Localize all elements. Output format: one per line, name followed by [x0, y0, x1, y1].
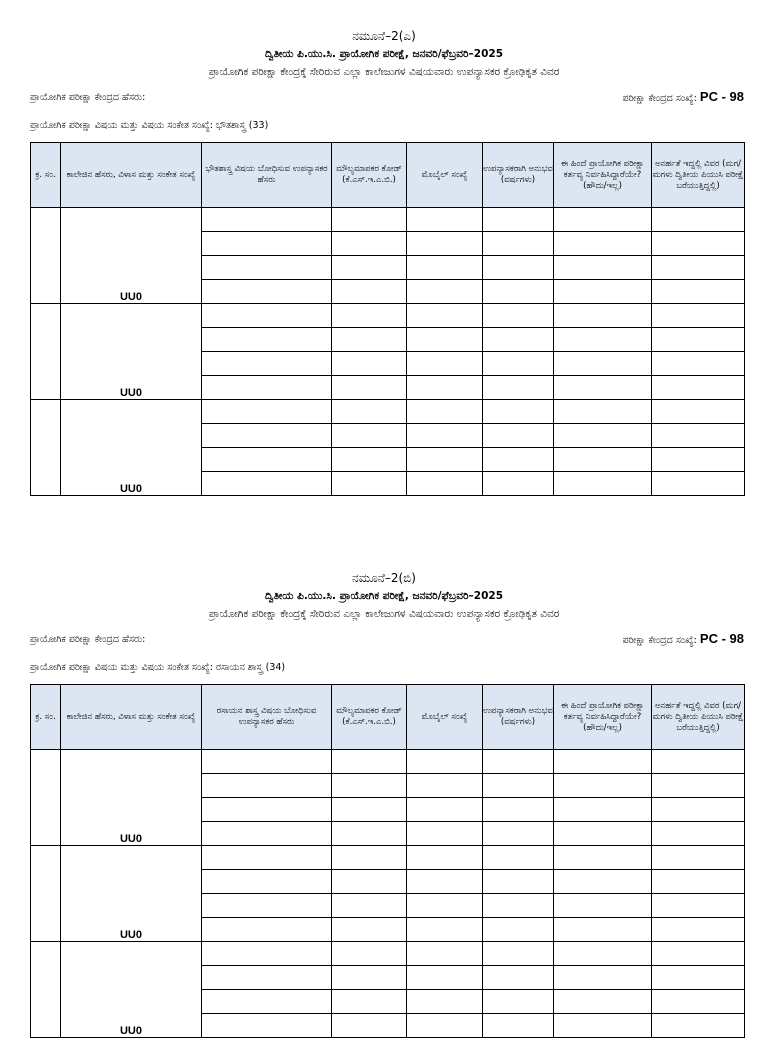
serial-cell[interactable]	[31, 400, 61, 496]
entry-cell[interactable]	[483, 942, 554, 966]
entry-cell[interactable]	[483, 798, 554, 822]
column-header: ಈ ಹಿಂದೆ ಪ್ರಾಯೋಗಿಕ ಪರೀಕ್ಷಾ ಕರ್ತವ್ಯ ನಿರ್ವಹಿಸಿದ್ದಾರೆಯೇ? (ಹೌದು/ಇಲ್ಲ)	[554, 685, 652, 750]
entry-cell[interactable]	[407, 798, 483, 822]
entry-cell[interactable]	[652, 208, 745, 232]
column-header: ಭೌತಶಾಸ್ತ್ರ ವಿಷಯ ಬೋಧಿಸುವ ಉಪನ್ಯಾಸಕರ ಹೆಸರು	[202, 143, 332, 208]
entry-cell[interactable]	[332, 208, 407, 232]
serial-cell[interactable]	[31, 208, 61, 304]
table-header-row	[31, 685, 745, 750]
entry-cell[interactable]	[483, 376, 554, 400]
entry-cell[interactable]	[554, 472, 652, 496]
entry-cell[interactable]	[554, 352, 652, 376]
entry-cell[interactable]	[483, 232, 554, 256]
form-heading: ಪ್ರಾಯೋಗಿಕ ಪರೀಕ್ಷಾ ಕೇಂದ್ರಕ್ಕೆ ಸೇರಿರುವ ಎಲ್ಲಾ ಕಾಲೇಜುಗಳ ವಿಷಯವಾರು ಉಪನ್ಯಾಸಕರ ಕ್ರೋಢಿಕೃತ ವಿವರ	[208, 608, 560, 620]
entry-cell[interactable]	[652, 870, 745, 894]
entry-cell[interactable]	[483, 966, 554, 990]
entry-cell[interactable]	[554, 208, 652, 232]
entry-cell[interactable]	[554, 304, 652, 328]
entry-cell[interactable]	[652, 232, 745, 256]
entry-cell[interactable]	[202, 1014, 332, 1038]
entry-cell[interactable]	[554, 846, 652, 870]
entry-cell[interactable]	[554, 376, 652, 400]
entry-cell[interactable]	[332, 846, 407, 870]
entry-cell[interactable]	[652, 472, 745, 496]
entry-cell[interactable]	[202, 966, 332, 990]
college-cell[interactable]: UU0	[61, 400, 202, 496]
entry-cell[interactable]	[202, 870, 332, 894]
entry-cell[interactable]	[407, 870, 483, 894]
column-header: ಮೊಬೈಲ್ ಸಂಖ್ಯೆ	[407, 143, 483, 208]
form-title: ನಮೂನೆ–2(ಬಿ)	[352, 571, 416, 585]
entry-cell[interactable]	[554, 750, 652, 774]
entry-cell[interactable]	[554, 894, 652, 918]
entry-cell[interactable]	[652, 798, 745, 822]
column-header: ಕ್ರ. ಸಂ.	[31, 143, 61, 208]
serial-cell[interactable]	[31, 846, 61, 942]
entry-cell[interactable]	[554, 256, 652, 280]
entry-cell[interactable]	[332, 376, 407, 400]
entry-cell[interactable]	[554, 966, 652, 990]
column-header: ಅನರ್ಹತೆ ಇದ್ದಲ್ಲಿ ವಿವರ (ಮಗ/ಮಗಳು ದ್ವಿತೀಯ ಪಿಯುಸಿ ಪರೀಕ್ಷೆ ಬರೆಯುತ್ತಿದ್ದಲ್ಲಿ)	[652, 685, 745, 750]
centre-name-label: ಪ್ರಾಯೋಗಿಕ ಪರೀಕ್ಷಾ ಕೇಂದ್ರದ ಹೆಸರು:	[30, 92, 146, 103]
entry-cell[interactable]	[407, 942, 483, 966]
entry-cell[interactable]	[483, 400, 554, 424]
college-cell[interactable]: UU0	[61, 750, 202, 846]
entry-cell[interactable]	[407, 846, 483, 870]
entry-cell[interactable]	[407, 424, 483, 448]
entry-cell[interactable]	[332, 328, 407, 352]
centre-row	[30, 631, 744, 646]
entry-cell[interactable]	[332, 448, 407, 472]
entry-cell[interactable]	[332, 1014, 407, 1038]
entry-cell[interactable]	[332, 280, 407, 304]
entry-cell[interactable]	[483, 774, 554, 798]
table-row	[31, 942, 745, 966]
entry-cell[interactable]	[652, 280, 745, 304]
entry-cell[interactable]	[483, 352, 554, 376]
centre-number	[623, 89, 744, 104]
entry-cell[interactable]	[652, 400, 745, 424]
entry-cell[interactable]	[332, 894, 407, 918]
entry-cell[interactable]	[202, 472, 332, 496]
entry-cell[interactable]	[332, 774, 407, 798]
entry-cell[interactable]	[202, 352, 332, 376]
entry-cell[interactable]	[483, 822, 554, 846]
column-header: ಉಪನ್ಯಾಸಕರಾಗಿ ಅನುಭವ (ವರ್ಷಗಳು)	[483, 685, 554, 750]
entry-cell[interactable]	[202, 774, 332, 798]
entry-cell[interactable]	[652, 328, 745, 352]
column-header: ಉಪನ್ಯಾಸಕರಾಗಿ ಅನುಭವ (ವರ್ಷಗಳು)	[483, 143, 554, 208]
lecturer-table	[30, 142, 745, 496]
entry-cell[interactable]	[407, 256, 483, 280]
entry-cell[interactable]	[407, 400, 483, 424]
entry-cell[interactable]	[652, 822, 745, 846]
entry-cell[interactable]	[483, 870, 554, 894]
serial-cell[interactable]	[31, 304, 61, 400]
entry-cell[interactable]	[407, 280, 483, 304]
entry-cell[interactable]	[554, 1014, 652, 1038]
entry-cell[interactable]	[483, 256, 554, 280]
entry-cell[interactable]	[202, 208, 332, 232]
entry-cell[interactable]	[652, 376, 745, 400]
entry-cell[interactable]	[652, 352, 745, 376]
column-header: ಮೌಲ್ಯಮಾಪಕರ ಕೋಡ್ (ಕೆ.ಎಸ್.ಇ.ಎ.ಬಿ.)	[332, 143, 407, 208]
entry-cell[interactable]	[483, 208, 554, 232]
column-header: ಕಾಲೇಜಿನ ಹೆಸರು, ವಿಳಾಸ ಮತ್ತು ಸಂಕೇತ ಸಂಖ್ಯೆ	[61, 685, 202, 750]
entry-cell[interactable]	[554, 328, 652, 352]
form-subtitle: ದ್ವಿತೀಯ ಪಿ.ಯು.ಸಿ. ಪ್ರಾಯೋಗಿಕ ಪರೀಕ್ಷೆ, ಜನವರಿ/ಫೆಬ್ರವರಿ–2025	[264, 590, 504, 602]
entry-cell[interactable]	[202, 304, 332, 328]
centre-number	[623, 631, 744, 646]
entry-cell[interactable]	[652, 918, 745, 942]
entry-cell[interactable]	[332, 870, 407, 894]
centre-number-value: PC - 98	[699, 89, 744, 104]
entry-cell[interactable]	[407, 472, 483, 496]
entry-cell[interactable]	[652, 256, 745, 280]
lecturer-table	[30, 684, 745, 1038]
entry-cell[interactable]	[554, 822, 652, 846]
column-header: ಈ ಹಿಂದೆ ಪ್ರಾಯೋಗಿಕ ಪರೀಕ್ಷಾ ಕರ್ತವ್ಯ ನಿರ್ವಹಿಸಿದ್ದಾರೆಯೇ? (ಹೌದು/ಇಲ್ಲ)	[554, 143, 652, 208]
entry-cell[interactable]	[202, 400, 332, 424]
entry-cell[interactable]	[407, 304, 483, 328]
entry-cell[interactable]	[332, 352, 407, 376]
entry-cell[interactable]	[407, 894, 483, 918]
entry-cell[interactable]	[202, 750, 332, 774]
column-header: ಕಾಲೇಜಿನ ಹೆಸರು, ವಿಳಾಸ ಮತ್ತು ಸಂಕೇತ ಸಂಖ್ಯೆ	[61, 143, 202, 208]
entry-cell[interactable]	[652, 846, 745, 870]
entry-cell[interactable]	[332, 942, 407, 966]
entry-cell[interactable]	[202, 280, 332, 304]
column-header: ಕ್ರ. ಸಂ.	[31, 685, 61, 750]
entry-cell[interactable]	[202, 798, 332, 822]
entry-cell[interactable]	[332, 424, 407, 448]
entry-cell[interactable]	[407, 352, 483, 376]
entry-cell[interactable]	[652, 1014, 745, 1038]
entry-cell[interactable]	[407, 232, 483, 256]
entry-cell[interactable]	[202, 376, 332, 400]
form-heading: ಪ್ರಾಯೋಗಿಕ ಪರೀಕ್ಷಾ ಕೇಂದ್ರಕ್ಕೆ ಸೇರಿರುವ ಎಲ್ಲಾ ಕಾಲೇಜುಗಳ ವಿಷಯವಾರು ಉಪನ್ಯಾಸಕರ ಕ್ರೋಢಿಕೃತ ವಿವರ	[208, 66, 560, 78]
centre-number-value: PC - 98	[699, 631, 744, 646]
form-header	[0, 542, 768, 623]
entry-cell[interactable]	[407, 822, 483, 846]
entry-cell[interactable]	[483, 304, 554, 328]
entry-cell[interactable]	[202, 918, 332, 942]
entry-cell[interactable]	[483, 846, 554, 870]
entry-cell[interactable]	[332, 798, 407, 822]
centre-name-label: ಪ್ರಾಯೋಗಿಕ ಪರೀಕ್ಷಾ ಕೇಂದ್ರದ ಹೆಸರು:	[30, 634, 146, 645]
column-header: ಮೊಬೈಲ್ ಸಂಖ್ಯೆ	[407, 685, 483, 750]
entry-cell[interactable]	[483, 990, 554, 1014]
college-cell[interactable]: UU0	[61, 208, 202, 304]
form-subtitle: ದ್ವಿತೀಯ ಪಿ.ಯು.ಸಿ. ಪ್ರಾಯೋಗಿಕ ಪರೀಕ್ಷೆ, ಜನವರಿ/ಫೆಬ್ರವರಿ–2025	[264, 48, 504, 60]
form-2b	[0, 542, 768, 1037]
entry-cell[interactable]	[652, 990, 745, 1014]
entry-cell[interactable]	[407, 750, 483, 774]
entry-cell[interactable]	[483, 894, 554, 918]
entry-cell[interactable]	[652, 448, 745, 472]
college-cell[interactable]: UU0	[61, 846, 202, 942]
entry-cell[interactable]	[407, 966, 483, 990]
entry-cell[interactable]	[483, 1014, 554, 1038]
form-header	[0, 0, 768, 81]
entry-cell[interactable]	[407, 1014, 483, 1038]
entry-cell[interactable]	[202, 232, 332, 256]
form-2a	[0, 0, 768, 495]
entry-cell[interactable]	[332, 304, 407, 328]
serial-cell[interactable]	[31, 942, 61, 1038]
table-row	[31, 208, 745, 232]
entry-cell[interactable]	[202, 942, 332, 966]
table-row	[31, 750, 745, 774]
table-row	[31, 846, 745, 870]
entry-cell[interactable]	[202, 328, 332, 352]
entry-cell[interactable]	[407, 328, 483, 352]
entry-cell[interactable]	[202, 846, 332, 870]
entry-cell[interactable]	[554, 424, 652, 448]
entry-cell[interactable]	[554, 942, 652, 966]
table-row	[31, 400, 745, 424]
entry-cell[interactable]	[202, 424, 332, 448]
entry-cell[interactable]	[332, 750, 407, 774]
table-row	[31, 304, 745, 328]
entry-cell[interactable]	[652, 942, 745, 966]
entry-cell[interactable]	[332, 990, 407, 1014]
entry-cell[interactable]	[407, 774, 483, 798]
serial-cell[interactable]	[31, 750, 61, 846]
college-cell[interactable]: UU0	[61, 304, 202, 400]
entry-cell[interactable]	[483, 918, 554, 942]
entry-cell[interactable]	[202, 448, 332, 472]
entry-cell[interactable]	[652, 966, 745, 990]
entry-cell[interactable]	[332, 256, 407, 280]
column-header: ರಸಾಯನ ಶಾಸ್ತ್ರ ವಿಷಯ ಬೋಧಿಸುವ ಉಪನ್ಯಾಸಕರ ಹೆಸರು	[202, 685, 332, 750]
entry-cell[interactable]	[554, 798, 652, 822]
centre-row	[30, 89, 744, 104]
entry-cell[interactable]	[332, 400, 407, 424]
entry-cell[interactable]	[483, 328, 554, 352]
entry-cell[interactable]	[652, 894, 745, 918]
entry-cell[interactable]	[554, 774, 652, 798]
entry-cell[interactable]	[407, 376, 483, 400]
entry-cell[interactable]	[554, 918, 652, 942]
entry-cell[interactable]	[652, 774, 745, 798]
centre-number-label: ಪರೀಕ್ಷಾ ಕೇಂದ್ರದ ಸಂಖ್ಯೆ:	[622, 635, 697, 646]
column-header: ಮೌಲ್ಯಮಾಪಕರ ಕೋಡ್ (ಕೆ.ಎಸ್.ಇ.ಎ.ಬಿ.)	[332, 685, 407, 750]
entry-cell[interactable]	[652, 750, 745, 774]
form-title: ನಮೂನೆ–2(ಎ)	[352, 29, 416, 43]
entry-cell[interactable]	[407, 208, 483, 232]
entry-cell[interactable]	[554, 232, 652, 256]
table-header-row	[31, 143, 745, 208]
entry-cell[interactable]	[332, 472, 407, 496]
subject-line: ಪ್ರಾಯೋಗಿಕ ಪರೀಕ್ಷಾ ವಿಷಯ ಮತ್ತು ವಿಷಯ ಸಂಕೇತ ಸಂಖ್ಯೆ: ಭೌತಶಾಸ್ತ್ರ (33)	[30, 120, 269, 131]
entry-cell[interactable]	[483, 280, 554, 304]
entry-cell[interactable]	[202, 256, 332, 280]
subject-line: ಪ್ರಾಯೋಗಿಕ ಪರೀಕ್ಷಾ ವಿಷಯ ಮತ್ತು ವಿಷಯ ಸಂಕೇತ ಸಂಖ್ಯೆ: ರಸಾಯನ ಶಾಸ್ತ್ರ (34)	[30, 662, 286, 673]
college-cell[interactable]: UU0	[61, 942, 202, 1038]
entry-cell[interactable]	[652, 424, 745, 448]
entry-cell[interactable]	[407, 918, 483, 942]
centre-number-label: ಪರೀಕ್ಷಾ ಕೇಂದ್ರದ ಸಂಖ್ಯೆ:	[622, 93, 697, 104]
entry-cell[interactable]	[554, 870, 652, 894]
entry-cell[interactable]	[483, 472, 554, 496]
entry-cell[interactable]	[332, 918, 407, 942]
entry-cell[interactable]	[483, 448, 554, 472]
entry-cell[interactable]	[554, 400, 652, 424]
entry-cell[interactable]	[332, 232, 407, 256]
entry-cell[interactable]	[652, 304, 745, 328]
entry-cell[interactable]	[202, 990, 332, 1014]
entry-cell[interactable]	[554, 448, 652, 472]
entry-cell[interactable]	[483, 424, 554, 448]
entry-cell[interactable]	[332, 966, 407, 990]
entry-cell[interactable]	[554, 990, 652, 1014]
entry-cell[interactable]	[202, 894, 332, 918]
column-header: ಅನರ್ಹತೆ ಇದ್ದಲ್ಲಿ ವಿವರ (ಮಗ/ಮಗಳು ದ್ವಿತೀಯ ಪಿಯುಸಿ ಪರೀಕ್ಷೆ ಬರೆಯುತ್ತಿದ್ದಲ್ಲಿ)	[652, 143, 745, 208]
entry-cell[interactable]	[202, 822, 332, 846]
entry-cell[interactable]	[483, 750, 554, 774]
entry-cell[interactable]	[407, 448, 483, 472]
entry-cell[interactable]	[554, 280, 652, 304]
entry-cell[interactable]	[407, 990, 483, 1014]
entry-cell[interactable]	[332, 822, 407, 846]
